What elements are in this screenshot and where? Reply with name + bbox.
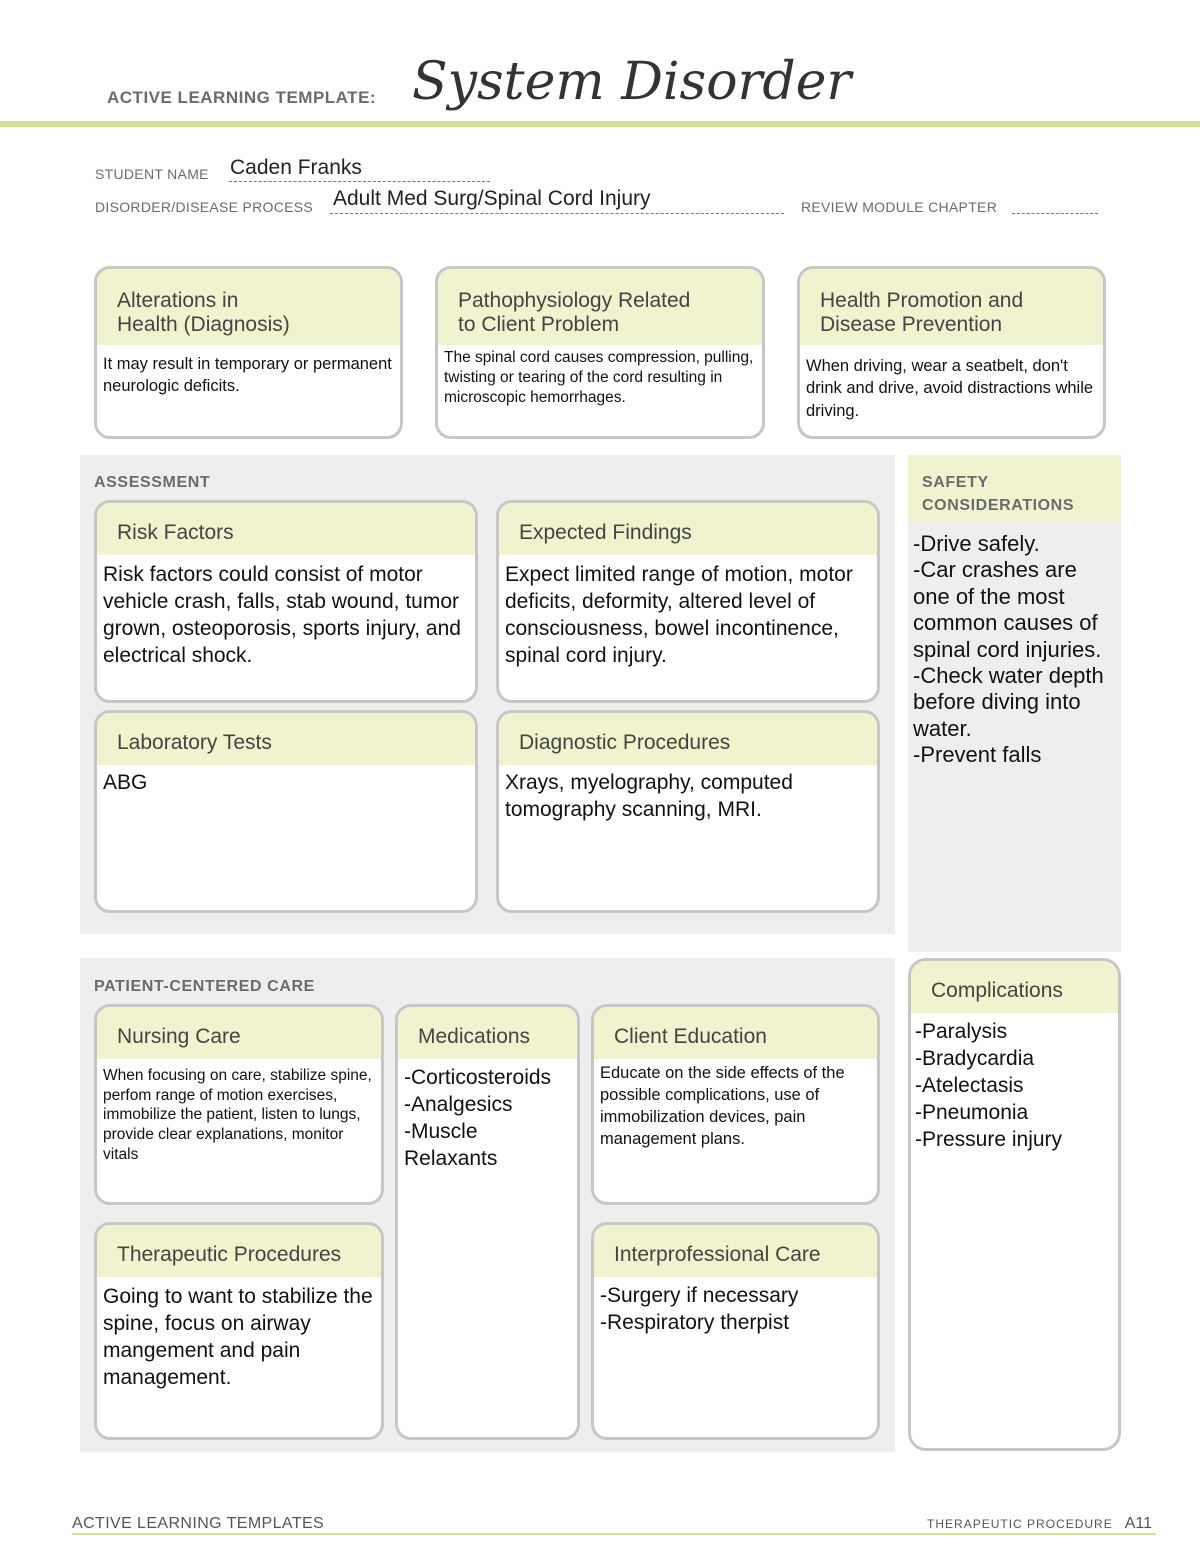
complications-text[interactable]: -Paralysis -Bradycardia -Atelectasis -Pneumonia -Pressure injury: [915, 1020, 1063, 1151]
review-module-label: REVIEW MODULE CHAPTER: [801, 199, 998, 215]
laboratory-tests-text[interactable]: ABG: [103, 771, 148, 794]
risk-factors-title: Risk Factors: [97, 503, 475, 555]
student-name-value[interactable]: Caden Franks: [230, 156, 362, 179]
safety-considerations-panel: [908, 455, 1121, 952]
footer-divider: [72, 1533, 1156, 1535]
header-divider: [0, 121, 1200, 127]
expected-findings-title: Expected Findings: [499, 503, 877, 555]
interprofessional-care-title: Interprofessional Care: [594, 1225, 877, 1277]
medications-title: Medications: [398, 1007, 577, 1059]
health-promotion-text[interactable]: When driving, wear a seatbelt, don't drink and drive, avoid distractions while driving.: [806, 357, 1094, 420]
student-name-underline: [229, 181, 490, 182]
footer-section-label: THERAPEUTIC PROCEDURE: [927, 1517, 1113, 1531]
medications-text[interactable]: -Corticosteroids -Analgesics -Muscle Relaxants: [404, 1066, 552, 1170]
disorder-underline: [330, 213, 784, 214]
laboratory-tests-card: [94, 710, 478, 913]
patient-centered-care-title: PATIENT-CENTERED CARE: [94, 978, 315, 995]
therapeutic-procedures-card: [94, 1222, 384, 1440]
footer-page-number: A11: [1124, 1515, 1152, 1532]
review-module-field[interactable]: [1012, 213, 1098, 214]
client-education-title: Client Education: [594, 1007, 877, 1059]
expected-findings-text[interactable]: Expect limited range of motion, motor deficits, deformity, altered level of consciousness, bowel incontinence, spinal cord injury.: [505, 563, 853, 667]
complications-card: [908, 958, 1121, 1451]
nursing-care-title: Nursing Care: [97, 1007, 381, 1059]
nursing-care-text[interactable]: When focusing on care, stabilize spine, perfom range of motion exercises, immobilize the patient, listen to lungs, provide clear explanations, monitor vitals: [103, 1067, 372, 1163]
therapeutic-procedures-title: Therapeutic Procedures: [97, 1225, 381, 1277]
safety-title: SAFETY CONSIDERATIONS: [922, 474, 1075, 515]
page-title: System Disorder: [412, 52, 852, 112]
therapeutic-procedures-text[interactable]: Going to want to stabilize the spine, focus on airway mangement and pain management.: [103, 1285, 373, 1389]
pathophysiology-title: Pathophysiology Related to Client Problem: [438, 269, 762, 345]
safety-text[interactable]: -Drive safely. -Car crashes are one of the most common causes of spinal cord injuries. -Check water depth before diving into water. -Prevent falls: [913, 531, 1104, 768]
assessment-title: ASSESSMENT: [94, 474, 211, 491]
footer-label: ACTIVE LEARNING TEMPLATES: [72, 1515, 325, 1532]
client-education-text[interactable]: Educate on the side effects of the possible complications, use of immobilization devices, pain management plans.: [600, 1064, 845, 1149]
alterations-text[interactable]: It may result in temporary or permanent neurologic deficits.: [103, 355, 392, 396]
disorder-label: DISORDER/DISEASE PROCESS: [95, 199, 314, 215]
risk-factors-text[interactable]: Risk factors could consist of motor vehicle crash, falls, stab wound, tumor grown, osteoporosis, sports injury, and electrical shock.: [103, 563, 461, 667]
alterations-title: Alterations in Health (Diagnosis): [97, 269, 400, 345]
interprofessional-care-card: [591, 1222, 880, 1440]
diagnostic-procedures-text[interactable]: Xrays, myelography, computed tomography scanning, MRI.: [505, 771, 793, 821]
health-promotion-title: Health Promotion and Disease Prevention: [800, 269, 1103, 345]
risk-factors-card: [94, 500, 478, 703]
template-label: ACTIVE LEARNING TEMPLATE:: [107, 88, 377, 107]
client-education-card: [591, 1004, 880, 1205]
student-name-label: STUDENT NAME: [95, 166, 209, 182]
laboratory-tests-title: Laboratory Tests: [97, 713, 475, 765]
nursing-care-card: [94, 1004, 384, 1205]
diagnostic-procedures-title: Diagnostic Procedures: [499, 713, 877, 765]
diagnostic-procedures-card: [496, 710, 880, 913]
interprofessional-care-text[interactable]: -Surgery if necessary -Respiratory therpist: [600, 1284, 799, 1334]
expected-findings-card: [496, 500, 880, 703]
pathophysiology-text[interactable]: The spinal cord causes compression, pulling, twisting or tearing of the cord resulting in microscopic hemorrhages.: [444, 349, 754, 407]
alterations-card: [94, 266, 403, 439]
disorder-value[interactable]: Adult Med Surg/Spinal Cord Injury: [333, 187, 651, 210]
pathophysiology-card: [435, 266, 765, 439]
complications-title: Complications: [911, 961, 1118, 1013]
footer-page-info: [927, 1515, 1152, 1533]
health-promotion-card: [797, 266, 1106, 439]
medications-card: [395, 1004, 580, 1440]
